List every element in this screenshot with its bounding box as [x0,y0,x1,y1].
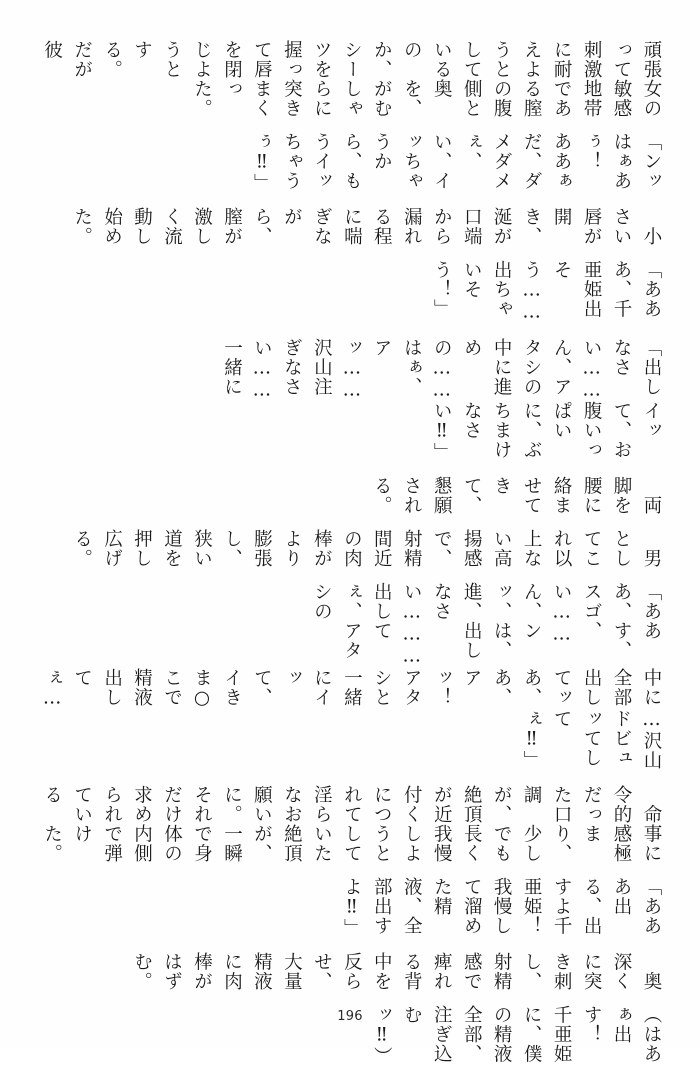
text-column: 事に感極まり、少しでも長く我慢しようとしていた絶頂が、一瞬で身体の内側で弾けた。 [41,823,662,863]
text-column: 両脚を腰に絡ませてきて、懇願される。 [371,476,662,516]
text-column: 「あああ出る、出すよ千亜姫！ 我慢して溜めた精液、全部出すよ‼」 [341,876,662,955]
text-column: 男としてこれ以上ない高揚感で、射精間近の肉棒がより膨張し、狭い道を押し広げる。 [71,529,662,569]
text-column: 中に全部出してッあ、あ、アッ！ アタシと一緒にイッて、イきま○こで精液出してぇ… [41,667,662,727]
page-number: 196 [337,1009,363,1024]
text-column: 小さい唇が開き、涎が口端から漏れる程に喘ぎながら、膣が激しく流動し始めた。 [71,207,662,247]
text-column: 命令的だった口調が、絶頂が近付くにつれて淫らなお願いに。それだけ求められている [41,784,662,824]
text-column: 「あああ、す、スゴ、い……ん、ンッ、は、進、出しなさい………出してぇ、アタシの [311,582,662,668]
text-column: …沢山ドビュッてしてぇ‼」 [521,709,662,771]
text-column: 「出しなさい……ん、アタシの中に進めの……はぁ、アッ……沢山注ぎなさい……一緒に [221,337,662,402]
text-column: 奥深くに突き刺し、射精感で痺れる背中を反らせ、大量精液に肉棒がはずむ。 [131,951,662,991]
text-column: 女の敏感地帯である膣の腹側と奥を、がむしゃらに突きまくった。 [191,79,662,119]
text-column: 「ンッはぁあぅ！ ああぁだ、ダメダメぇ、い、イッちゃうから、もうイッちゃうぅ‼」 [251,132,662,194]
text-column: 「あああ、千亜姫出そう……出ちゃいそう！」 [431,260,662,324]
text-column: 頑張って刺激に耐えようとしているのか、シーツを握って唇を閉じようとする。だが彼 [41,40,662,80]
text-column: イッて、お腹いっぱいに、ぶちまけなさい‼」 [431,401,662,463]
text-column: （はあぁ出す！ 千亜姫に、僕の精液全部、注ぎ込むッ‼） [371,1004,662,1066]
